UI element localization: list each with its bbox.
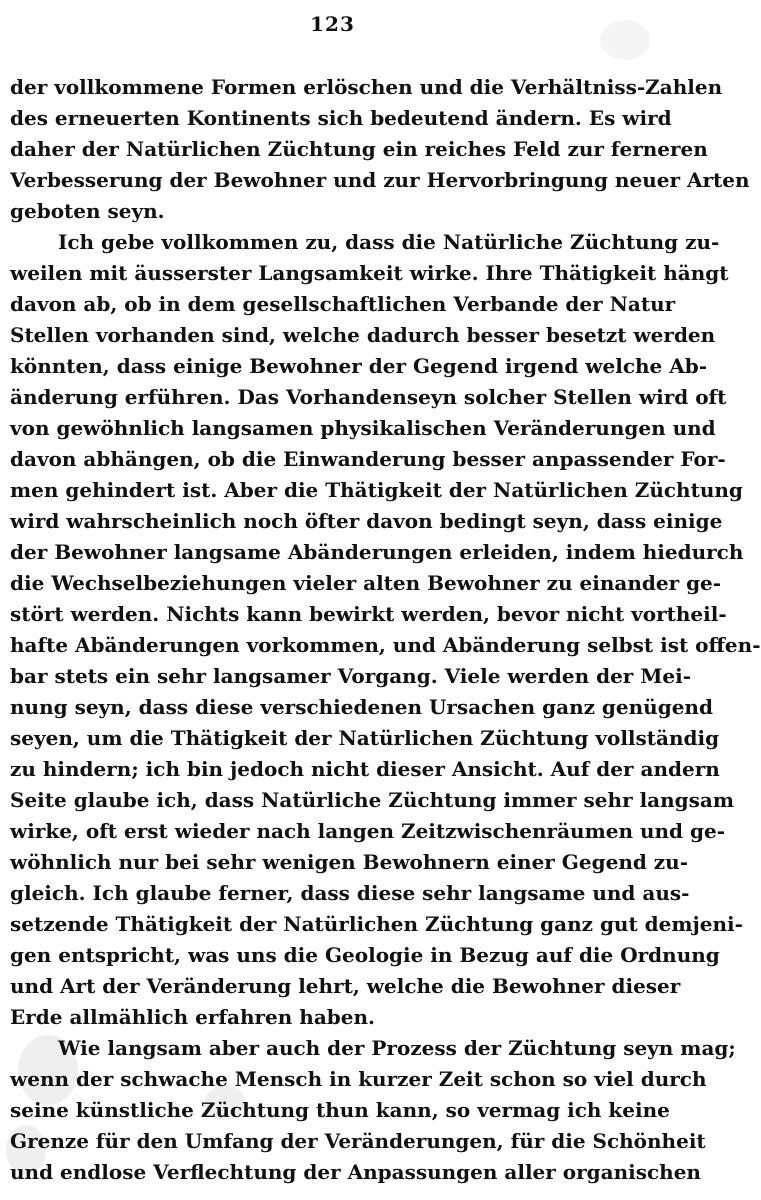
text-line: hafte Abänderungen vorkommen, und Abänderung selbst ist offen- — [10, 633, 761, 657]
text-line: der vollkommene Formen erlöschen und die Verhältniss-Zahlen — [10, 75, 723, 99]
text-line: Ich gebe vollkommen zu, dass die Natürliche Züchtung zu- — [58, 230, 720, 254]
text-line: und Art der Veränderung lehrt, welche die Bewohner dieser — [10, 974, 681, 998]
text-line: gleich. Ich glaube ferner, dass diese sehr langsame und aus- — [10, 881, 690, 905]
text-line: änderung erführen. Das Vorhandenseyn solcher Stellen wird oft — [10, 385, 727, 409]
page-number: 123 — [310, 12, 355, 36]
text-line: Grenze für den Umfang der Veränderungen, für die Schönheit — [10, 1129, 706, 1153]
text-line: setzende Thätigkeit der Natürlichen Züchtung ganz gut demjeni- — [10, 912, 743, 936]
paragraph — [10, 227, 761, 1033]
paragraph — [10, 1033, 736, 1188]
text-line: weilen mit äusserster Langsamkeit wirke. Ihre Thätigkeit hängt — [10, 261, 729, 285]
text-line: daher der Natürlichen Züchtung ein reiches Feld zur ferneren — [10, 137, 708, 161]
text-line: seyen, um die Thätigkeit der Natürlichen Züchtung vollständig — [10, 726, 720, 750]
text-line: zu hindern; ich bin jedoch nicht dieser Ansicht. Auf der andern — [10, 757, 720, 781]
text-line: davon abhängen, ob die Einwanderung besser anpassender For- — [10, 447, 726, 471]
body-text — [10, 72, 761, 1188]
text-line: wirke, oft erst wieder nach langen Zeitzwischenräumen und ge- — [10, 819, 726, 843]
text-line: von gewöhnlich langsamen physikalischen Veränderungen und — [10, 416, 716, 440]
text-line: und endlose Verflechtung der Anpassungen aller organischen — [10, 1160, 701, 1184]
text-line: Erde allmählich erfahren haben. — [10, 1005, 375, 1029]
paragraph — [10, 72, 750, 227]
text-line: Stellen vorhanden sind, welche dadurch besser besetzt werden — [10, 323, 716, 347]
text-line: stört werden. Nichts kann bewirkt werden, bevor nicht vortheil- — [10, 602, 727, 626]
text-line: gen entspricht, was uns die Geologie in Bezug auf die Ordnung — [10, 943, 720, 967]
text-line: davon ab, ob in dem gesellschaftlichen Verbande der Natur — [10, 292, 676, 316]
text-line: seine künstliche Züchtung thun kann, so vermag ich keine — [10, 1098, 670, 1122]
text-line: wöhnlich nur bei sehr wenigen Bewohnern einer Gegend zu- — [10, 850, 689, 874]
text-line: die Wechselbeziehungen vieler alten Bewohner zu einander ge- — [10, 571, 722, 595]
text-line: wenn der schwache Mensch in kurzer Zeit schon so viel durch — [10, 1067, 707, 1091]
text-line: des erneuerten Kontinents sich bedeutend ändern. Es wird — [10, 106, 672, 130]
text-line: nung seyn, dass diese verschiedenen Ursachen ganz genügend — [10, 695, 713, 719]
text-line: Verbesserung der Bewohner und zur Hervorbringung neuer Arten — [10, 168, 750, 192]
text-line: der Bewohner langsame Abänderungen erleiden, indem hiedurch — [10, 540, 744, 564]
text-line: men gehindert ist. Aber die Thätigkeit der Natürlichen Züchtung — [10, 478, 743, 502]
text-line: könnten, dass einige Bewohner der Gegend irgend welche Ab- — [10, 354, 708, 378]
text-line: bar stets ein sehr langsamer Vorgang. Viele werden der Mei- — [10, 664, 692, 688]
text-line: Seite glaube ich, dass Natürliche Züchtung immer sehr langsam — [10, 788, 735, 812]
text-line: wird wahrscheinlich noch öfter davon bedingt seyn, dass einige — [10, 509, 723, 533]
text-line: Wie langsam aber auch der Prozess der Züchtung seyn mag; — [58, 1036, 736, 1060]
text-line: geboten seyn. — [10, 199, 165, 223]
